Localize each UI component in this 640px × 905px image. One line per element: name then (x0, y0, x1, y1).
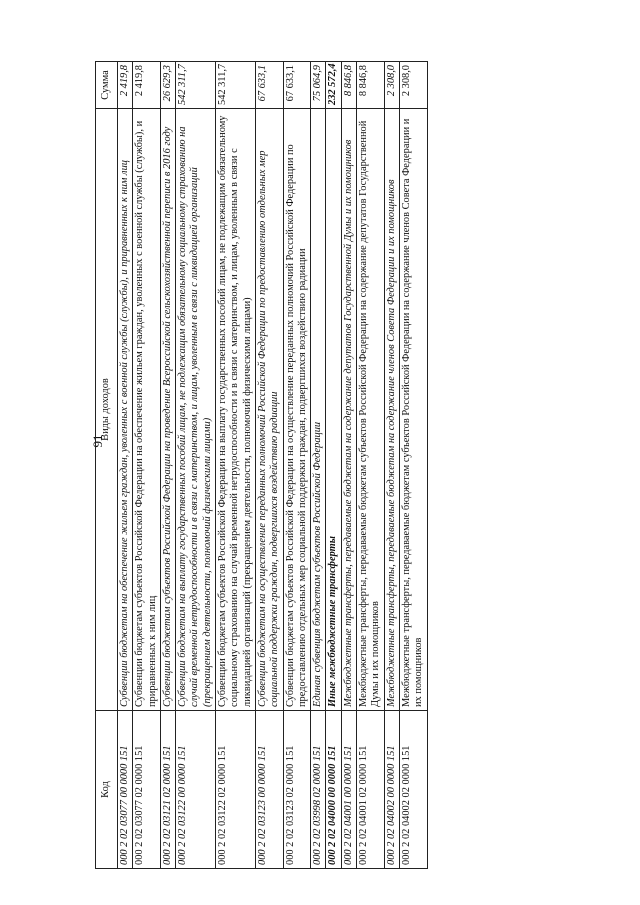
table-row (176, 62, 216, 869)
row-income-type: Субвенции бюджетам на осуществление переданных полномочий Российской Федерации по предоставлению отдельных мер социальной поддержки граждан, подвергшихся воздействию радиации (255, 109, 283, 711)
header-code: Код (96, 711, 118, 869)
table-row (118, 62, 133, 869)
row-amount: 542 311,7 (176, 62, 216, 109)
row-income-type: Субвенции бюджетам субъектов Российской Федерации на обеспечение жильем граждан, уволенных с военной службы (службы), и приравненных к ним лиц (133, 109, 161, 711)
table-header-row (96, 62, 118, 869)
table-row (326, 62, 341, 869)
row-code: 000 2 02 03998 02 0000 151 (311, 711, 326, 869)
row-amount: 2 308,0 (399, 62, 427, 109)
row-code: 000 2 02 03122 02 0000 151 (216, 711, 256, 869)
row-code: 000 2 02 03123 02 0000 151 (283, 711, 311, 869)
row-income-type: Субвенции бюджетам субъектов Российской Федерации на выплату государственных пособий лицам, не подлежащим обязательному социальному страхованию на случай временной нетрудоспособности и в связи с материнством, и лицам, уволенным в связи с ликвидацией организаций (прекращением деятельности, полномочий физическими лицами) (216, 109, 256, 711)
row-income-type: Единая субвенция бюджетам субъектов Российской Федерации (311, 109, 326, 711)
row-income-type: Субвенции бюджетам на обеспечение жильем граждан, уволенных с военной службы (службы), и приравненных к ним лиц (118, 109, 133, 711)
row-code: 000 2 02 03122 00 0000 151 (176, 711, 216, 869)
row-amount: 8 846,8 (341, 62, 356, 109)
table-row (399, 62, 427, 869)
row-code: 000 2 02 03077 00 0000 151 (118, 711, 133, 869)
row-income-type: Субвенции бюджетам субъектов Российской Федерации на осуществление переданных полномочий Российской Федерации по предоставлению отдельных мер социальной поддержки граждан, подвергшихся воздействию радиации (283, 109, 311, 711)
table-row (216, 62, 256, 869)
row-amount: 2 419,8 (118, 62, 133, 109)
row-code: 000 2 02 03123 00 0000 151 (255, 711, 283, 869)
table-body (118, 62, 428, 869)
income-table (95, 61, 428, 869)
table-row (341, 62, 356, 869)
row-income-type: Субвенции бюджетам субъектов Российской Федерации на проведение Всероссийской сельскохозяйственной переписи в 2016 году (160, 109, 175, 711)
table-row (133, 62, 161, 869)
header-income-type: Виды доходов (96, 109, 118, 711)
table-row (384, 62, 399, 869)
rotated-table-container (95, 61, 545, 869)
table-row (255, 62, 283, 869)
row-amount: 542 311,7 (216, 62, 256, 109)
row-code: 000 2 02 04001 00 0000 151 (341, 711, 356, 869)
row-amount: 232 572,4 (326, 62, 341, 109)
header-amount: Сумма (96, 62, 118, 109)
table-row (357, 62, 385, 869)
row-code: 000 2 02 04000 00 0000 151 (326, 711, 341, 869)
row-code: 000 2 02 03077 02 0000 151 (133, 711, 161, 869)
row-amount: 2 419,8 (133, 62, 161, 109)
table-row (311, 62, 326, 869)
row-amount: 67 633,1 (255, 62, 283, 109)
row-amount: 8 846,8 (357, 62, 385, 109)
row-income-type: Межбюджетные трансферты, передаваемые бюджетам субъектов Российской Федерации на содержание членов Совета Федерации и их помощников (399, 109, 427, 711)
row-amount: 2 308,0 (384, 62, 399, 109)
row-amount: 67 633,1 (283, 62, 311, 109)
row-income-type: Субвенции бюджетам на выплату государственных пособий лицам, не подлежащим обязательному социальному страхованию на случай временной нетрудоспособности и в связи с материнством, и лицам, уволенным в связи с ликвидацией организаций (прекращением деятельности, полномочий физическими лицами) (176, 109, 216, 711)
row-code: 000 2 02 04002 00 0000 151 (384, 711, 399, 869)
row-amount: 75 064,9 (311, 62, 326, 109)
row-income-type: Межбюджетные трансферты, передаваемые бюджетам на содержание членов Совета Федерации и их помощников (384, 109, 399, 711)
row-code: 000 2 02 04002 02 0000 151 (399, 711, 427, 869)
row-income-type: Межбюджетные трансферты, передаваемые бюджетам субъектов Российской Федерации на содержание депутатов Государственной Думы и их помощников (357, 109, 385, 711)
table-row (160, 62, 175, 869)
row-income-type: Межбюджетные трансферты, передаваемые бюджетам на содержание депутатов Государственной Думы и их помощников (341, 109, 356, 711)
row-code: 000 2 02 04001 02 0000 151 (357, 711, 385, 869)
row-income-type: Иные межбюджетные трансферты (326, 109, 341, 711)
table-row (283, 62, 311, 869)
row-code: 000 2 02 03121 02 0000 151 (160, 711, 175, 869)
page-number: 91 (90, 434, 105, 448)
row-amount: 26 629,3 (160, 62, 175, 109)
